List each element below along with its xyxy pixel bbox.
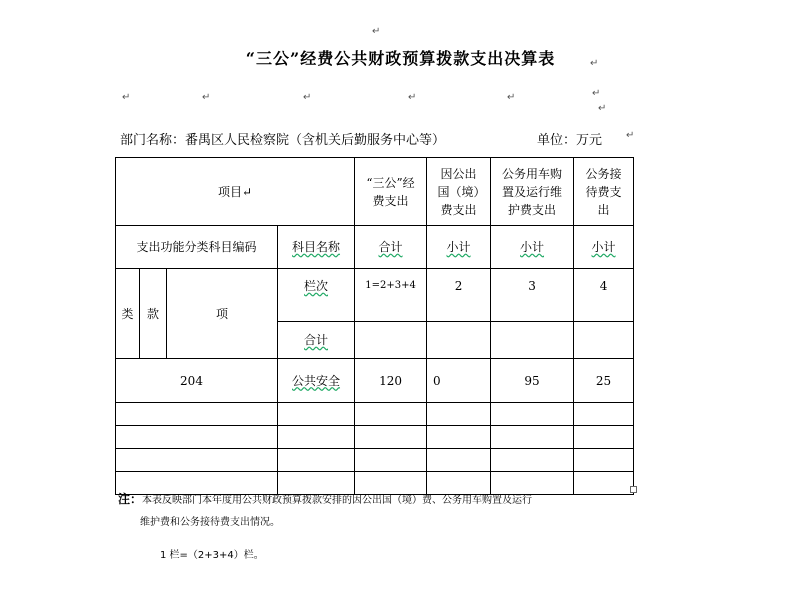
paragraph-mark: ↵ xyxy=(507,92,516,103)
subheader-code: 支出功能分类科目编码 xyxy=(116,226,278,269)
column-index-3: 3 xyxy=(491,269,574,322)
column-index-1: 1=2+3+4 xyxy=(355,269,427,322)
column-index-label: 栏次 xyxy=(278,269,355,322)
paragraph-mark: ↵ xyxy=(202,92,211,103)
total-row-cell xyxy=(355,322,427,359)
empty-row xyxy=(116,403,634,426)
empty-row xyxy=(116,426,634,449)
header-vehicle: 公务用车购置及运行维护费支出 xyxy=(491,158,574,226)
department-line xyxy=(120,129,445,148)
paragraph-mark: ↵ xyxy=(372,26,381,37)
subheader-subtotal-1: 小计 xyxy=(427,226,491,269)
paragraph-mark: ↵ xyxy=(303,92,312,103)
subheader-subtotal-2: 小计 xyxy=(491,226,574,269)
data-row xyxy=(116,359,634,403)
code-xiang: 项 xyxy=(167,269,278,359)
paragraph-mark: ↵ xyxy=(122,92,131,103)
data-row-code: 204 xyxy=(116,359,278,403)
formula-note: 1 栏=（2+3+4）栏。 xyxy=(160,550,264,561)
header-row xyxy=(116,158,634,226)
header-project: 项目↵ xyxy=(116,158,355,226)
subheader-subtotal-3: 小计 xyxy=(574,226,634,269)
table-note xyxy=(118,488,532,534)
header-overseas: 因公出国（境）费支出 xyxy=(427,158,491,226)
data-row-overseas: 0 xyxy=(427,359,491,403)
department-value: 番禺区人民检察院（含机关后勤服务中心等） xyxy=(185,133,446,148)
data-row-total: 120 xyxy=(355,359,427,403)
paragraph-mark: ↵ xyxy=(592,88,601,99)
unit-label: 单位：万元 xyxy=(537,133,603,148)
header-sangong-total: “三公”经费支出 xyxy=(355,158,427,226)
total-row-cell xyxy=(574,322,634,359)
subheader-row xyxy=(116,226,634,269)
column-index-4: 4 xyxy=(574,269,634,322)
code-kuan: 款 xyxy=(140,269,167,359)
empty-row xyxy=(116,449,634,472)
note-label: 注： xyxy=(118,492,143,506)
paragraph-mark: ↵ xyxy=(598,103,607,114)
document-title: “三公”经费公共财政预算拨款支出决算表 xyxy=(245,49,556,68)
subheader-total: 合计 xyxy=(355,226,427,269)
paragraph-mark: ↵ xyxy=(590,58,599,69)
paragraph-mark: ↵ xyxy=(626,130,635,141)
data-row-reception: 25 xyxy=(574,359,634,403)
column-index-row xyxy=(116,269,634,322)
department-label: 部门名称： xyxy=(120,133,186,148)
note-line-2: 维护费和公务接待费支出情况。 xyxy=(140,517,280,528)
data-row-vehicle: 95 xyxy=(491,359,574,403)
table-resize-handle[interactable] xyxy=(630,486,637,493)
total-row-cell xyxy=(491,322,574,359)
code-lei: 类 xyxy=(116,269,140,359)
total-row-label: 合计 xyxy=(278,322,355,359)
expenditure-table xyxy=(115,157,634,495)
column-index-2: 2 xyxy=(427,269,491,322)
data-row-name: 公共安全 xyxy=(278,359,355,403)
header-reception: 公务接待费支出 xyxy=(574,158,634,226)
note-line-1: 本表反映部门本年度用公共财政预算拨款安排的因公出国（境）费、公务用车购置及运行 xyxy=(142,495,533,506)
total-row-cell xyxy=(427,322,491,359)
subheader-subject-name: 科目名称 xyxy=(278,226,355,269)
paragraph-mark: ↵ xyxy=(408,92,417,103)
